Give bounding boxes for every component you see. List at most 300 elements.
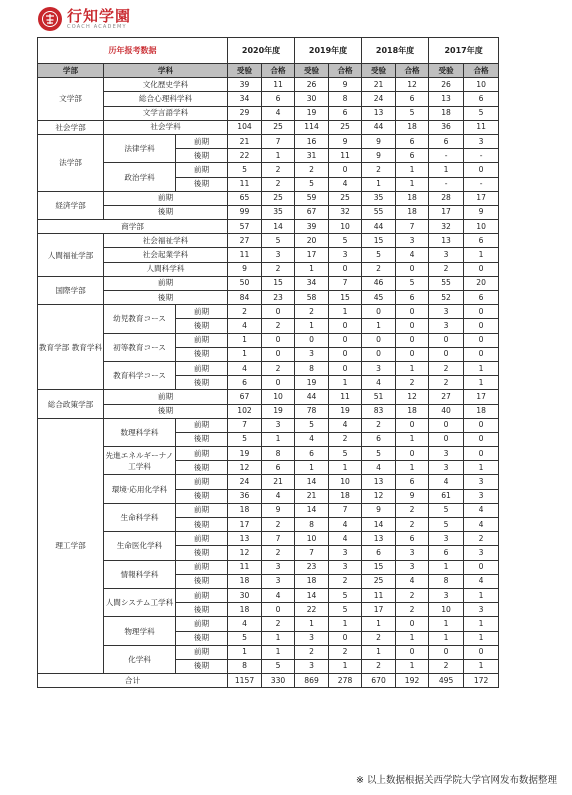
value-cell: 0 (295, 333, 329, 347)
value-cell: 29 (228, 106, 262, 120)
value-cell: 1 (429, 163, 464, 177)
value-cell: 1 (295, 617, 329, 631)
value-cell: 4 (262, 106, 295, 120)
term-cell: 後期 (176, 461, 228, 475)
value-cell: 1 (329, 461, 362, 475)
value-cell: 0 (362, 347, 396, 361)
value-cell: 3 (464, 603, 499, 617)
value-cell: 3 (429, 248, 464, 262)
value-cell: 21 (262, 475, 295, 489)
value-cell: 0 (464, 262, 499, 276)
value-cell: 0 (464, 347, 499, 361)
faculty-cell: 総合政策学部 (38, 390, 104, 418)
dept-cell: 先進エネルギーナノ工学科 (104, 447, 176, 475)
value-cell: 1 (262, 631, 295, 645)
value-cell: 3 (464, 134, 499, 148)
value-cell: 0 (362, 333, 396, 347)
value-cell: 6 (429, 134, 464, 148)
pass-header: 合格 (262, 64, 295, 78)
dept-cell: 情報科学科 (104, 560, 176, 588)
value-cell: 11 (329, 390, 362, 404)
value-cell: 25 (262, 120, 295, 134)
value-cell: 18 (396, 404, 429, 418)
value-cell: 17 (295, 248, 329, 262)
faculty-cell: 人間福祉学部 (38, 234, 104, 277)
value-cell: 6 (262, 92, 295, 106)
value-cell: 6 (262, 461, 295, 475)
value-cell: 3 (429, 305, 464, 319)
value-cell: 32 (429, 220, 464, 234)
value-cell: 18 (329, 489, 362, 503)
value-cell: 13 (228, 532, 262, 546)
value-cell: 6 (396, 291, 429, 305)
value-cell: 6 (295, 447, 329, 461)
value-cell: 19 (295, 376, 329, 390)
value-cell: 58 (295, 291, 329, 305)
value-cell: 2 (464, 532, 499, 546)
value-cell: 2 (262, 262, 295, 276)
faculty-cell: 経済学部 (38, 191, 104, 219)
table-row (38, 305, 499, 319)
value-cell: 9 (362, 503, 396, 517)
faculty-cell: 文学部 (38, 78, 104, 121)
value-cell: 102 (228, 404, 262, 418)
value-cell: 1 (329, 305, 362, 319)
brand-logo (38, 7, 131, 31)
value-cell: 17 (464, 390, 499, 404)
value-cell: 3 (396, 234, 429, 248)
value-cell: 1 (295, 262, 329, 276)
value-cell: 0 (464, 447, 499, 461)
exam-header: 受验 (295, 64, 329, 78)
value-cell: 8 (295, 361, 329, 375)
value-cell: 0 (262, 305, 295, 319)
value-cell: 1 (362, 177, 396, 191)
value-cell: 10 (329, 475, 362, 489)
value-cell: 5 (295, 177, 329, 191)
dept-cell: 総合心理科学科 (104, 92, 228, 106)
value-cell: 31 (295, 149, 329, 163)
table-row (38, 163, 499, 177)
value-cell: 7 (295, 546, 329, 560)
value-cell: 2 (329, 574, 362, 588)
value-cell: 5 (396, 276, 429, 290)
value-cell: 1 (362, 645, 396, 659)
dept-cell: 法律学科 (104, 134, 176, 162)
year-header: 2019年度 (295, 38, 362, 64)
value-cell: 36 (429, 120, 464, 134)
value-cell: 19 (329, 404, 362, 418)
value-cell: 1 (464, 376, 499, 390)
value-cell: 30 (228, 588, 262, 602)
value-cell: 84 (228, 291, 262, 305)
total-value-cell: 330 (262, 674, 295, 688)
value-cell: 0 (464, 645, 499, 659)
term-cell: 後期 (176, 347, 228, 361)
term-cell: 後期 (176, 149, 228, 163)
value-cell: 3 (396, 560, 429, 574)
value-cell: 1 (329, 617, 362, 631)
value-cell: 2 (262, 546, 295, 560)
value-cell: 6 (396, 92, 429, 106)
value-cell: 1 (295, 319, 329, 333)
table-row (38, 588, 499, 602)
value-cell: 20 (295, 234, 329, 248)
term-cell: 前期 (176, 305, 228, 319)
value-cell: 18 (396, 120, 429, 134)
table-row (38, 447, 499, 461)
value-cell: 4 (228, 617, 262, 631)
value-cell: 2 (329, 432, 362, 446)
term-cell: 前期 (176, 560, 228, 574)
value-cell: 3 (295, 347, 329, 361)
value-cell: 0 (396, 262, 429, 276)
value-cell: 10 (329, 220, 362, 234)
value-cell: 21 (295, 489, 329, 503)
dept-cell: 生命医化学科 (104, 532, 176, 560)
value-cell: 10 (429, 603, 464, 617)
value-cell: 8 (228, 659, 262, 673)
value-cell: 39 (295, 220, 329, 234)
value-cell: 2 (396, 376, 429, 390)
term-cell: 前期 (104, 390, 228, 404)
value-cell: 1 (262, 645, 295, 659)
value-cell: 5 (362, 248, 396, 262)
dept-cell: 教育科学コース (104, 361, 176, 389)
value-cell: 0 (262, 376, 295, 390)
value-cell: 114 (295, 120, 329, 134)
value-cell: 6 (396, 532, 429, 546)
term-cell: 前期 (104, 191, 228, 205)
faculty-cell: 法学部 (38, 134, 104, 191)
term-cell: 後期 (104, 205, 228, 219)
value-cell: 6 (464, 92, 499, 106)
value-cell: 0 (464, 319, 499, 333)
table-row (38, 262, 499, 276)
value-cell: 4 (362, 376, 396, 390)
value-cell: 0 (329, 262, 362, 276)
value-cell: 2 (396, 603, 429, 617)
value-cell: 83 (362, 404, 396, 418)
value-cell: 35 (362, 191, 396, 205)
value-cell: 0 (464, 163, 499, 177)
value-cell: 15 (362, 560, 396, 574)
value-cell: 1 (396, 659, 429, 673)
value-cell: 0 (329, 163, 362, 177)
value-cell: 2 (362, 163, 396, 177)
term-cell: 前期 (104, 276, 228, 290)
pass-header: 合格 (464, 64, 499, 78)
value-cell: 18 (464, 404, 499, 418)
value-cell: 4 (262, 489, 295, 503)
value-cell: 8 (329, 92, 362, 106)
value-cell: 5 (228, 432, 262, 446)
value-cell: - (464, 177, 499, 191)
term-cell: 後期 (176, 376, 228, 390)
value-cell: 55 (362, 205, 396, 219)
table-title: 历年报考数据 (38, 38, 228, 64)
faculty-cell: 教育学部 教育学科 (38, 305, 104, 390)
value-cell: 4 (329, 418, 362, 432)
value-cell: 6 (362, 432, 396, 446)
year-header: 2017年度 (429, 38, 499, 64)
value-cell: 4 (329, 532, 362, 546)
value-cell: 67 (228, 390, 262, 404)
term-cell: 前期 (176, 503, 228, 517)
value-cell: 27 (228, 234, 262, 248)
value-cell: 2 (362, 631, 396, 645)
value-cell: 0 (262, 603, 295, 617)
value-cell: 4 (429, 475, 464, 489)
value-cell: 104 (228, 120, 262, 134)
value-cell: 6 (396, 134, 429, 148)
table-row (38, 418, 499, 432)
value-cell: 18 (396, 191, 429, 205)
value-cell: 57 (228, 220, 262, 234)
value-cell: 0 (396, 319, 429, 333)
table-row (38, 617, 499, 631)
value-cell: 0 (464, 305, 499, 319)
value-cell: 0 (464, 333, 499, 347)
dept-cell: 人間科学科 (104, 262, 228, 276)
value-cell: 0 (429, 418, 464, 432)
value-cell: 25 (329, 191, 362, 205)
value-cell: 12 (396, 78, 429, 92)
value-cell: 2 (262, 518, 295, 532)
value-cell: 4 (329, 177, 362, 191)
value-cell: 5 (329, 603, 362, 617)
value-cell: 34 (228, 92, 262, 106)
term-cell: 前期 (176, 361, 228, 375)
value-cell: 2 (262, 361, 295, 375)
value-cell: 0 (464, 418, 499, 432)
value-cell: 3 (329, 546, 362, 560)
value-cell: 11 (228, 248, 262, 262)
value-cell: 2 (262, 163, 295, 177)
value-cell: 1 (396, 163, 429, 177)
value-cell: 40 (429, 404, 464, 418)
value-cell: 5 (362, 447, 396, 461)
value-cell: 99 (228, 205, 262, 219)
value-cell: 19 (228, 447, 262, 461)
value-cell: - (429, 177, 464, 191)
value-cell: 0 (329, 361, 362, 375)
value-cell: 12 (228, 461, 262, 475)
value-cell: 3 (396, 546, 429, 560)
value-cell: 7 (329, 503, 362, 517)
value-cell: 4 (295, 432, 329, 446)
value-cell: 1 (396, 631, 429, 645)
value-cell: 59 (295, 191, 329, 205)
value-cell: 22 (295, 603, 329, 617)
value-cell: 1 (464, 248, 499, 262)
value-cell: 4 (329, 518, 362, 532)
table-row (38, 404, 499, 418)
value-cell: 52 (429, 291, 464, 305)
dept-cell: 社会福祉学科 (104, 234, 228, 248)
value-cell: 1 (464, 659, 499, 673)
table-row (38, 390, 499, 404)
value-cell: 14 (362, 518, 396, 532)
value-cell: 0 (429, 645, 464, 659)
value-cell: 13 (362, 106, 396, 120)
value-cell: 9 (329, 78, 362, 92)
value-cell: 28 (429, 191, 464, 205)
term-cell: 前期 (176, 532, 228, 546)
value-cell: 1 (429, 617, 464, 631)
term-cell: 後期 (104, 404, 228, 418)
term-cell: 前期 (176, 163, 228, 177)
value-cell: 10 (464, 220, 499, 234)
value-cell: 0 (396, 418, 429, 432)
value-cell: 5 (295, 418, 329, 432)
source-note: ※ 以上数据根据关西学院大学官网发布数据整理 (356, 775, 557, 786)
total-value-cell: 670 (362, 674, 396, 688)
term-cell: 前期 (176, 447, 228, 461)
value-cell: 2 (295, 645, 329, 659)
value-cell: 18 (396, 205, 429, 219)
value-cell: 0 (329, 319, 362, 333)
value-cell: 1 (464, 461, 499, 475)
year-header: 2020年度 (228, 38, 295, 64)
value-cell: 1 (396, 361, 429, 375)
value-cell: 9 (396, 489, 429, 503)
dept-cell: 初等教育コース (104, 333, 176, 361)
value-cell: 5 (464, 106, 499, 120)
value-cell: 4 (228, 319, 262, 333)
value-cell: 3 (429, 447, 464, 461)
term-cell: 前期 (176, 475, 228, 489)
value-cell: 17 (362, 603, 396, 617)
value-cell: 2 (262, 177, 295, 191)
value-cell: 9 (464, 205, 499, 219)
term-cell: 後期 (176, 546, 228, 560)
value-cell: 3 (262, 560, 295, 574)
term-cell: 前期 (176, 418, 228, 432)
value-cell: 44 (362, 120, 396, 134)
brand-seal-icon (38, 7, 62, 31)
value-cell: 15 (262, 276, 295, 290)
value-cell: 4 (228, 361, 262, 375)
faculty-cell: 国際学部 (38, 276, 104, 304)
term-cell: 後期 (176, 574, 228, 588)
value-cell: 3 (429, 588, 464, 602)
value-cell: 55 (429, 276, 464, 290)
dept-cell: 数理科学科 (104, 418, 176, 446)
value-cell: 2 (295, 305, 329, 319)
value-cell: 5 (262, 659, 295, 673)
value-cell: 24 (362, 92, 396, 106)
value-cell: 18 (228, 574, 262, 588)
exam-header: 受验 (429, 64, 464, 78)
table-title-row (38, 38, 499, 64)
table-row (38, 106, 499, 120)
value-cell: 2 (329, 645, 362, 659)
value-cell: 46 (362, 276, 396, 290)
faculty-header: 学部 (38, 64, 104, 78)
value-cell: 5 (429, 503, 464, 517)
value-cell: 5 (228, 631, 262, 645)
value-cell: 67 (295, 205, 329, 219)
value-cell: 0 (429, 432, 464, 446)
value-cell: 44 (295, 390, 329, 404)
dept-cell: 人間システム工学科 (104, 588, 176, 616)
value-cell: 11 (464, 120, 499, 134)
total-label: 合计 (38, 674, 228, 688)
term-cell: 後期 (176, 432, 228, 446)
value-cell: 36 (228, 489, 262, 503)
value-cell: 0 (396, 447, 429, 461)
table-row (38, 475, 499, 489)
dept-header: 学科 (104, 64, 228, 78)
term-cell: 前期 (176, 617, 228, 631)
term-cell: 前期 (176, 588, 228, 602)
value-cell: 1 (396, 177, 429, 191)
value-cell: 17 (464, 191, 499, 205)
value-cell: 4 (464, 574, 499, 588)
value-cell: 2 (429, 659, 464, 673)
value-cell: 9 (228, 262, 262, 276)
table-row (38, 560, 499, 574)
value-cell: 6 (464, 291, 499, 305)
table-row (38, 361, 499, 375)
value-cell: 1 (362, 617, 396, 631)
value-cell: 0 (396, 347, 429, 361)
pass-header: 合格 (329, 64, 362, 78)
value-cell: 5 (228, 163, 262, 177)
value-cell: 0 (429, 347, 464, 361)
value-cell: 0 (396, 333, 429, 347)
value-cell: 5 (329, 588, 362, 602)
term-cell: 後期 (104, 291, 228, 305)
value-cell: 13 (429, 92, 464, 106)
value-cell: 23 (295, 560, 329, 574)
value-cell: 4 (396, 574, 429, 588)
value-cell: 3 (329, 248, 362, 262)
dept-cell: 商学部 (38, 220, 228, 234)
value-cell: 14 (262, 220, 295, 234)
value-cell: 24 (228, 475, 262, 489)
value-cell: 3 (295, 659, 329, 673)
term-cell: 後期 (176, 319, 228, 333)
value-cell: 44 (362, 220, 396, 234)
value-cell: 39 (228, 78, 262, 92)
value-cell: 16 (295, 134, 329, 148)
value-cell: 50 (228, 276, 262, 290)
value-cell: 22 (228, 149, 262, 163)
value-cell: 13 (362, 475, 396, 489)
value-cell: 2 (396, 503, 429, 517)
exam-header: 受验 (362, 64, 396, 78)
value-cell: 3 (429, 532, 464, 546)
value-cell: 26 (295, 78, 329, 92)
term-cell: 後期 (176, 659, 228, 673)
value-cell: 18 (295, 574, 329, 588)
value-cell: 8 (429, 574, 464, 588)
value-cell: 2 (262, 617, 295, 631)
brand-name: 行知学園 (67, 6, 132, 25)
value-cell: 1 (429, 560, 464, 574)
value-cell: 18 (228, 603, 262, 617)
table-row (38, 234, 499, 248)
value-cell: 3 (329, 560, 362, 574)
value-cell: 6 (396, 149, 429, 163)
value-cell: 14 (295, 588, 329, 602)
value-cell: 11 (228, 177, 262, 191)
pass-header: 合格 (396, 64, 429, 78)
value-cell: 1 (228, 645, 262, 659)
dept-cell: 社会起業学科 (104, 248, 228, 262)
